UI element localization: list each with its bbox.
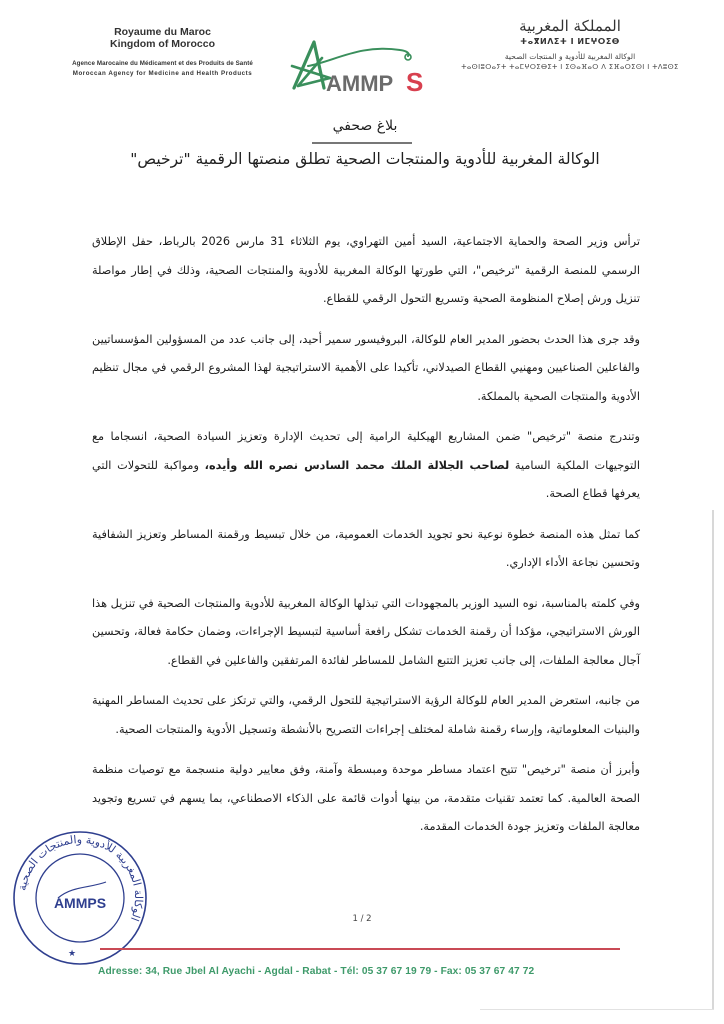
kingdom-tifinagh: ⵜⴰⴳⵍⴷⵉⵜ ⵏ ⵍⵎⵖⵔⵉⴱ: [520, 37, 620, 46]
paragraph-5: وفي كلمته بالمناسبة، نوه السيد الوزير بالمجهودات التي تبذلها الوكالة المغربية للأدوية والمنتجات الصحية في تنزيل هذا الورش الاستراتيجي، مؤكدا أن رقمنة الخدمات تشكل رافعة أساسية لتبسيط الإجراءات، وضمان حكامة فعالة، وتحسين آجال معالجة الملفات، إلى جانب تعزيز التتبع الشامل للمساطر لفائدة المرتفقين والفاعلين في القطاع.: [92, 596, 640, 667]
paragraph-4: كما تمثل هذه المنصة خطوة نوعية نحو تجويد الخدمات العمومية، من خلال تبسيط ورقمنة المساطر وتعزيز الشفافية وتحسين نجاعة الأداء الإداري.: [92, 527, 640, 569]
agency-tifinagh: ⵜⴰⵙⵏⵓⵔⴰⵢⵜ ⵜⴰⵎⵖⵔⵉⴱⵉⵜ ⵏ ⵉⵙⴰⴼⴰⵔ ⴷ ⵉⴼⴰⵔⵉⵙⵏ ⵏ ⵜⴷⵓⵙⵉ: [461, 63, 679, 71]
agency-ar: الوكالة المغربية للأدوية و المنتجات الصحية: [504, 52, 636, 61]
paragraph-3-part-1: وتندرج منصة "ترخيص" ضمن المشاريع الهيكلية الرامية إلى تحديث الإدارة وتعزيز السيادة الصحية، انسجاما مع التوجيهات الملكية السامية: [92, 430, 640, 472]
kingdom-fr: Royaume du Maroc: [114, 26, 211, 38]
ammps-logo-graphic: [290, 36, 438, 96]
paragraph-3-part-2: ومواكبة للتحولات التي يعرفها قطاع الصحة.: [92, 458, 640, 500]
stamp-graphic: [10, 828, 150, 968]
stamp-ring-textpath: الوكالة المغربية للأدوية والمنتجات الصحية: [15, 832, 146, 923]
footer-divider: [100, 948, 620, 950]
ammps-logo: [290, 36, 438, 96]
page-number: 1 / 2: [352, 914, 372, 924]
agency-fr: Agence Marocaine du Médicament et des Produits de Santé: [72, 60, 253, 67]
page-edge-shadow-bottom: [480, 1009, 714, 1010]
document-title: الوكالة المغربية للأدوية والمنتجات الصحية تطلق منصتها الرقمية "ترخيص": [130, 150, 600, 168]
paragraph-2: وقد جرى هذا الحدث بحضور المدير العام للوكالة، البروفيسور سمير أحيد، إلى جانب عدد من المسؤولين المؤسساتيين والفاعلين الصناعيين ومهنيي القطاع الصيدلاني، تأكيدا على الأهمية الاستراتيجية لهذا المشروع الرقمي في مجال تنظيم الأدوية والمنتجات الصحية بالمملكة.: [92, 332, 640, 403]
page-edge-shadow: [712, 510, 714, 1010]
header-left: [35, 26, 290, 79]
header-right: [420, 16, 720, 73]
logo-text-red: S: [406, 67, 424, 96]
kingdom-en: Kingdom of Morocco: [110, 38, 215, 50]
paragraph-3-bold: لصاحب الجلالة الملك محمد السادس نصره الله وأيده،: [204, 458, 510, 472]
agency-en: Moroccan Agency for Medicine and Health Products: [72, 70, 253, 77]
label-underline: [312, 142, 412, 144]
paragraph-7: وأبرز أن منصة "ترخيص" تتيح اعتماد مساطر موحدة ومبسطة وآمنة، وفق معايير دولية منسجمة مع توصيات منظمة الصحة العالمية. كما تعتمد تقنيات متقدمة، من بينها أدوات قائمة على الذكاء الاصطناعي، بما يسهم في تسريع وتجويد معالجة الملفات وتعزيز جودة الخدمات المقدمة.: [92, 763, 640, 833]
stamp-star-icon: ★: [67, 949, 77, 959]
paragraph-6: من جانبه، استعرض المدير العام للوكالة الرؤية الاستراتيجية للتحول الرقمي، والتي ترتكز على تحديث المساطر المهنية والبنيات المعلوماتية، وإرساء رقمنة شاملة لمختلف إجراءات التصريح بالأنشطة وتسجيل الأدوية والمنتجات الصحية.: [92, 694, 640, 736]
press-release-label: بلاغ صحفي: [332, 118, 398, 134]
paragraph-3: [92, 423, 640, 509]
official-stamp: [10, 828, 150, 968]
kingdom-ar: المملكة المغربية: [519, 17, 621, 35]
stamp-center-text: AMMPS: [53, 895, 107, 911]
logo-text-gray: AMMP: [326, 71, 394, 96]
footer-address: Adresse: 34, Rue Jbel Al Ayachi - Agdal - Rabat - Tél: 05 37 67 19 79 - Fax: 05 37 67 47 72: [98, 966, 535, 977]
document-body: [92, 228, 640, 854]
paragraph-1: ترأس وزير الصحة والحماية الاجتماعية، السيد أمين التهراوي، يوم الثلاثاء 31 مارس 2026 بالرباط، حفل الإطلاق الرسمي للمنصة الرقمية "ترخيص"، التي طورتها الوكالة المغربية للأدوية والمنتجات الصحية، وذلك في إطار مواصلة تنزيل ورش إصلاح المنظومة الصحية وتسريع التحول الرقمي للقطاع.: [92, 235, 641, 305]
